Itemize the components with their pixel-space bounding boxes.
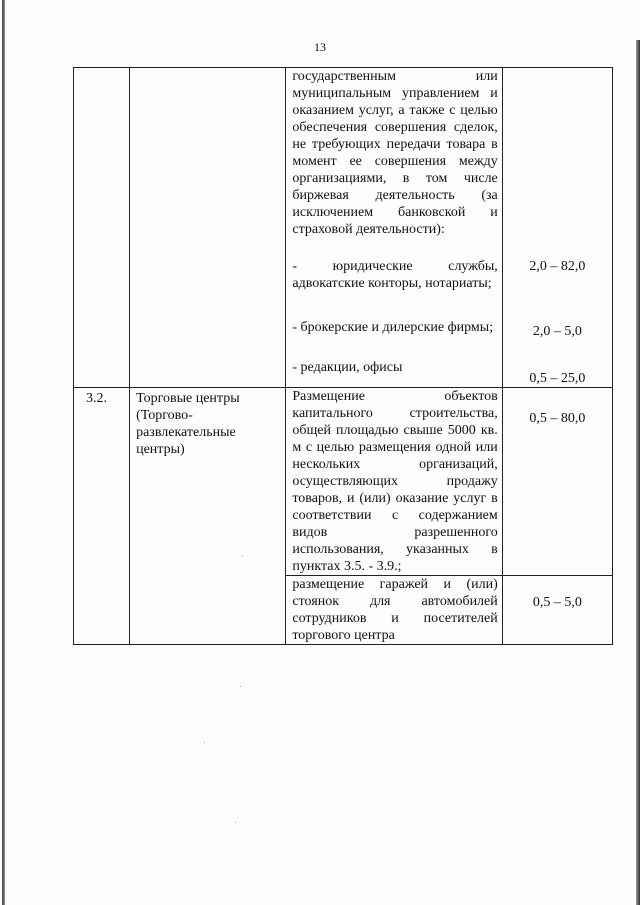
row-value-cell [502,388,612,576]
row-value-cell [502,576,612,645]
value-editorial-offices: 0,5 – 25,0 [529,371,586,386]
row-number-cell: 3.2. [74,388,130,645]
scan-edge-left [2,0,5,905]
scan-speck [235,822,236,823]
row-name-cell: Торговые центры (Торгово-развлекательные центры) [130,388,286,645]
row-number-cell [74,68,130,388]
land-use-table [73,67,613,645]
row-name-cell [130,68,286,388]
page-number: 13 [314,40,326,54]
list-item-legal-services: - юридические службы, адвокатские конторы, нотариаты; [292,259,498,291]
value-brokerage-firms: 2,0 – 5,0 [532,324,582,339]
scan-edge-right [636,40,640,905]
list-item-editorial-offices: - редакции, офисы [292,360,403,375]
row-description-cell: Размещение объектов капитального строительства, общей площадью свыше 5000 кв. м с целью размещения одной или нескольких организаций, осуществляющих продажу товаров, и (или) оказание услуг в соответствии с содержанием видов разрешенного использования, указанных в пунктах 3.5. - 3.9.; [286,388,502,576]
value-legal-services: 2,0 – 82,0 [529,259,586,274]
row-value-cell [502,68,612,388]
description-intro: государственным или муниципальным управлением и оказанием услуг, а также с целью обеспечения совершения сделок, не требующих передачи товара в момент ее совершения между организациями, в том числе биржевая деятельность (за исключением банковской и страховой деятельности): [292,69,498,237]
scan-speck [240,686,241,687]
table-row-3-2 [74,388,613,576]
table-row-continuation [74,68,613,388]
value-parking: 0,5 – 5,0 [532,595,582,610]
value-shopping-center: 0,5 – 80,0 [529,411,586,426]
scan-speck [242,556,243,557]
scan-speck [204,742,205,743]
list-item-brokerage-firms: - брокерские и дилерские фирмы; [292,320,494,335]
row-description-cell [286,68,502,388]
row-description-cell: размещение гаражей и (или) стоянок для автомобилей сотрудников и посетителей торгового центра [286,576,502,645]
